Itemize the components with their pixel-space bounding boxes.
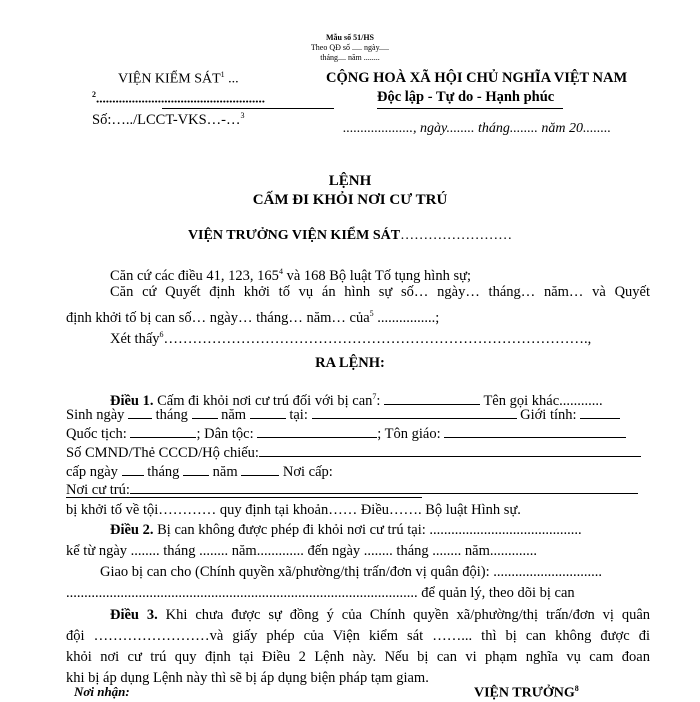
article-1-charge-line: bị khởi tố về tội………… quy định tại khoản…… Điều……. Bộ luật Hình sự. — [66, 502, 521, 518]
article-1-birth-line: Sinh ngày tháng năm tại: Giới tính: — [66, 405, 650, 427]
decision-date-reference: tháng.... năm ........ — [320, 53, 380, 62]
article-1-id-line: Số CMND/Thẻ CCCD/Hộ chiếu: — [66, 443, 650, 465]
signer-title: VIỆN TRƯỞNG$^8$ — [474, 684, 579, 701]
article-2-line-2: kể từ ngày ........ tháng ........ năm............. đến ngày ........ tháng ........ năm............. — [66, 543, 537, 559]
nation-name: CỘNG HOÀ XÃ HỘI CHỦ NGHĨA VIỆT NAM — [326, 70, 628, 86]
recipients-label: Nơi nhận: — [74, 684, 130, 699]
order-heading: RA LỆNH: — [315, 355, 385, 371]
basis-line-2: Căn cứ Quyết định khởi tố vụ án hình sự số… ngày… tháng… năm… và Quyết — [110, 284, 650, 300]
article-3-line-4: khi bị áp dụng Lệnh này thì sẽ bị áp dụng biện pháp tạm giam. — [66, 670, 429, 686]
article-3-line-3: khỏi nơi cư trú quy định tại Điều 2 Lệnh này. Nếu bị can vi phạm nghĩa vụ cam đoan — [66, 649, 650, 665]
sub-agency-line: $^2$.................................................... — [92, 90, 265, 106]
article-2-line-1: Điều 2. Bị can không được phép đi khỏi nơi cư trú tại: .......................................... — [110, 522, 582, 538]
article-3-line-2: đội ……………………và giấy phép của Viện kiểm sát ……... thì bị can không được đi — [66, 628, 650, 644]
agency-name: VIỆN KIỂM SÁT$^1$ ... — [118, 70, 239, 87]
article-2-line-4: ................................................................................................. để quản lý, theo dõi bị can — [66, 585, 575, 601]
document-subtitle: CẤM ĐI KHỎI NƠI CƯ TRÚ — [252, 192, 448, 208]
article-1-residence-line: Nơi cư trú: — [66, 480, 650, 502]
article-2-line-3: Giao bị can cho (Chính quyền xã/phường/thị trấn/đơn vị quân đội): .............................. — [100, 564, 603, 580]
article-1-issue-line: cấp ngày tháng năm Nơi cấp: — [66, 462, 650, 505]
basis-line-1: Căn cứ các điều 41, 123, $165^4$ và 168 Bộ luật Tố tụng hình sự; — [110, 267, 471, 284]
article-1-nationality-line: Quốc tịch: ; Dân tộc: ; Tôn giáo: — [66, 424, 650, 446]
decision-reference: Theo QĐ số ..... ngày..... — [310, 43, 390, 52]
national-motto: Độc lập - Tự do - Hạnh phúc — [377, 89, 555, 105]
article-1-line-1: Điều 1. Cấm đi khỏi nơi cư trú đối với bị can$^7$: Tên gọi khác............ — [110, 392, 603, 409]
article-3-line-1: Điều 3. Khi chưa được sự đồng ý của Chính quyền xã/phường/thị trấn/đơn vị quân — [110, 607, 651, 623]
form-number: Mẫu số 51/HS — [325, 33, 374, 42]
motto-underline — [377, 108, 563, 109]
consideration-line: Xét thấy$^6$……………………………………………………………………………., — [110, 330, 592, 347]
place-and-date: ...................., ngày........ tháng........ năm 20........ — [343, 121, 611, 136]
document-title: LỆNH — [328, 173, 372, 189]
basis-line-3: định khởi tố bị can số… ngày… tháng… năm… của$^5$ ................; — [66, 309, 440, 326]
document-number: Số:…../LCCT-VKS…-…$^3$ — [92, 111, 245, 128]
header-underline-left — [162, 108, 334, 109]
issuer-line: VIỆN TRƯỞNG VIỆN KIỂM SÁT…………………… — [187, 228, 513, 243]
